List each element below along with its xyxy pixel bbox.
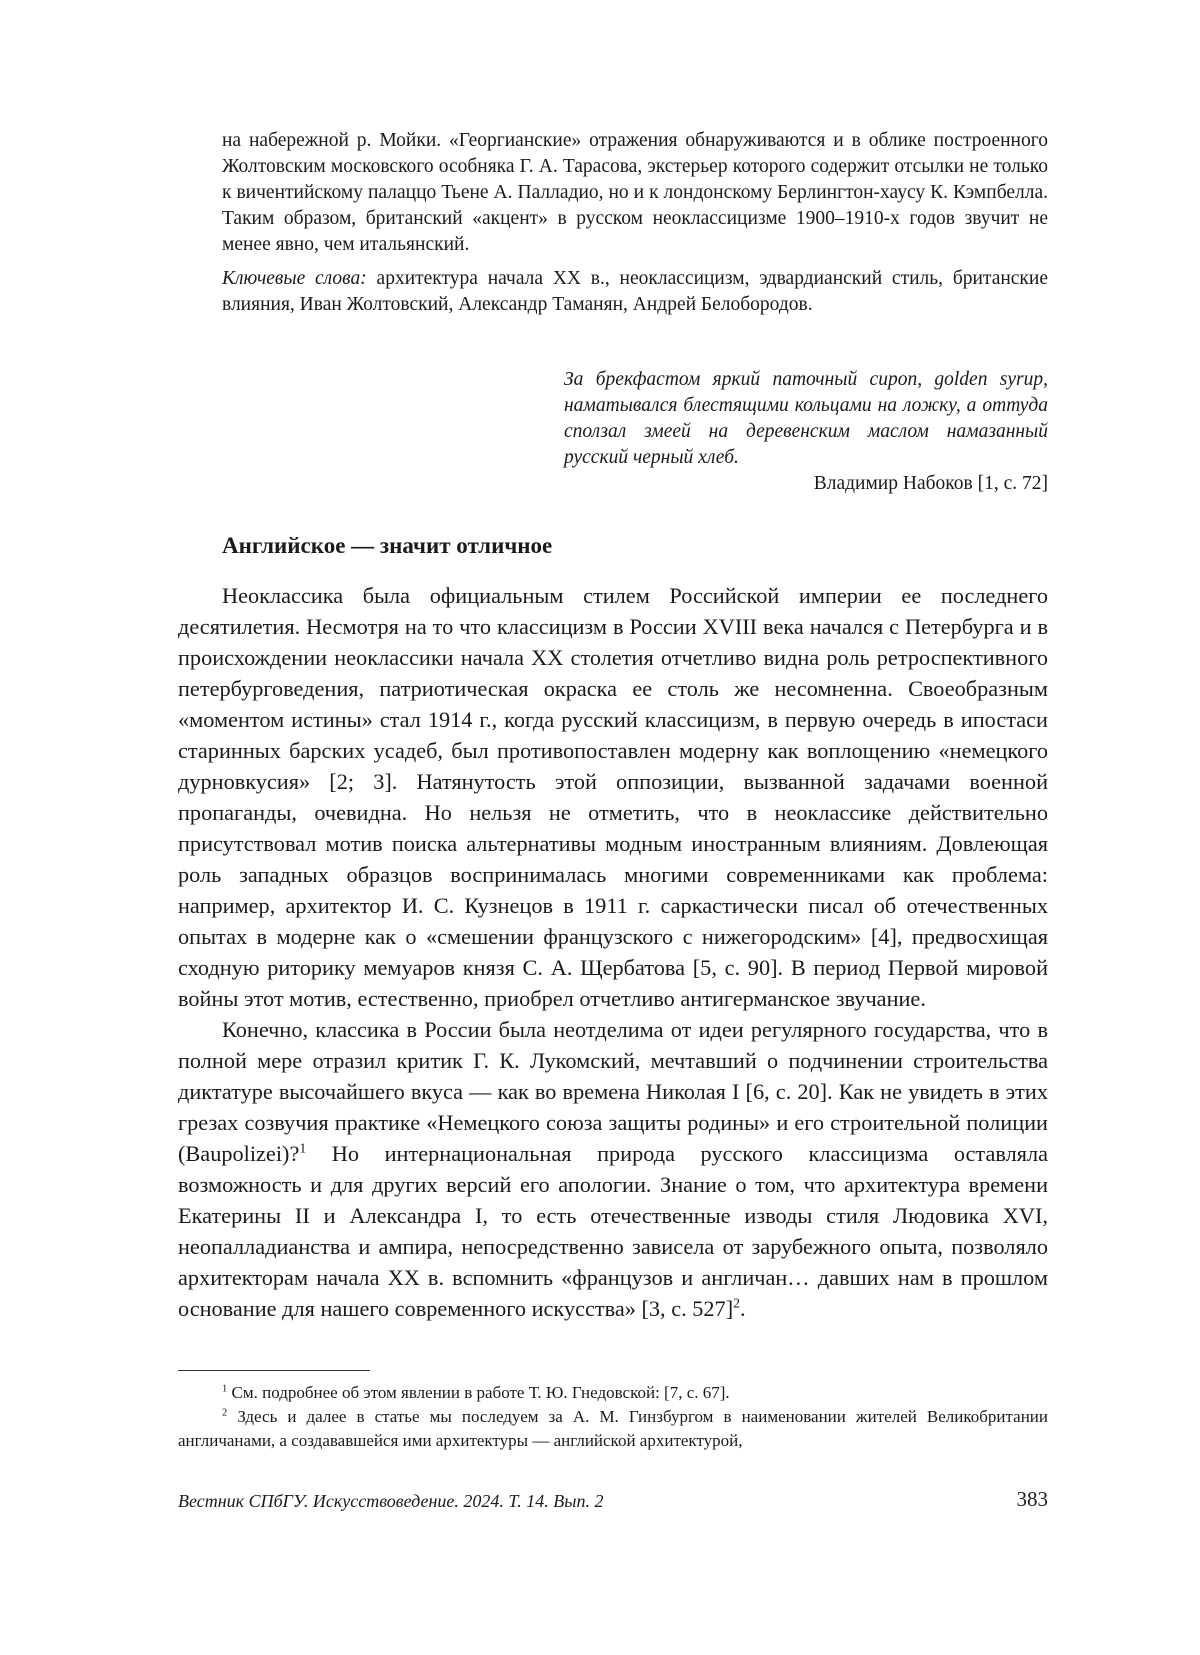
footnote-1-mark: 1: [222, 1383, 228, 1395]
footnote-2: [178, 1405, 1048, 1453]
journal-footer: Вестник СПбГУ. Искусствоведение. 2024. Т. 14. Вып. 2: [178, 1491, 604, 1511]
keywords-text: архитектура начала ХХ в., неоклассицизм, эдвардианский стиль, британские влияния, Иван Жолтовский, Александр Таманян, Андрей Белобородов.: [222, 268, 1048, 315]
footnotes: [178, 1381, 1048, 1453]
epigraph-text: За брекфастом яркий паточный сироп, golden syrup, наматывался блестящими кольцами на ложку, а оттуда сползал змеей на деревенским маслом намазанный русский черный хлеб.: [564, 369, 1048, 468]
page-number: 383: [1016, 1487, 1048, 1511]
footnote-2-text: Здесь и далее в статье мы последуем за А. М. Гинзбургом в наименовании жителей Великобритании англичанами, а создававшейся ими архитектуры — английской архитектурой,: [178, 1407, 1048, 1450]
keywords: [222, 266, 1048, 318]
epigraph-author: Владимир Набоков [1, с. 72]: [813, 473, 1048, 494]
footnote-2-mark: 2: [222, 1407, 228, 1419]
epigraph: [564, 367, 1048, 497]
body-paragraph-2-end: .: [740, 1296, 746, 1321]
abstract-continuation: на набережной р. Мойки. «Георгианские» отражения обнаруживаются и в облике построенного Жолтовским московского особняка Г. А. Тарасова, экстерьер которого содержит отсылки не только к вичентийскому палаццо Тьене А. Палладио, но и к лондонскому Берлингтон-хаусу К. Кэмпбелла. Таким образом, британский «акцент» в русском неоклассицизме 1900–1910-х годов звучит не менее явно, чем итальянский.: [222, 130, 1048, 255]
footnote-ref-1[interactable]: 1: [299, 1140, 307, 1156]
footnote-ref-2[interactable]: 2: [733, 1295, 741, 1311]
body-paragraph-1: Неоклассика была официальным стилем Российской империи ее последнего десятилетия. Несмотря на то что классицизм в России XVIII века начался с Петербурга и в происхождении неоклассики начала ХХ столетия отчетливо видна роль ретроспективного петербурговедения, патриотическая окраска ее столь же несомненна. Своеобразным «моментом истины» стал 1914 г., когда русский классицизм, в первую очередь в ипостаси старинных барских усадеб, был противопоставлен модерну как воплощению «немецкого дурновкусия» [2; 3]. Натянутость этой оппозиции, вызванной задачами военной пропаганды, очевидна. Но нельзя не отметить, что в неоклассике действительно присутствовал мотив поиска альтернативы модным иностранным влияниям. Довлеющая роль западных образцов воспринималась многими современниками как проблема: например, архитектор И. С. Кузнецов в 1911 г. саркастически писал об отечественных опытах в модерне как о «смешении французского с нижегородским» [4], предвосхищая сходную риторику мемуаров князя С. А. Щербатова [5, с. 90]. В период Первой мировой войны этот мотив, естественно, приобрел отчетливо антигерманское звучание.: [178, 583, 1048, 1011]
footnote-1: [178, 1381, 1048, 1405]
section-heading: Английское — значит отличное: [222, 533, 553, 558]
body-paragraph-2-part-b: Но интернациональная природа русского классицизма оставляла возможность и для других версий его апологии. Знание о том, что архитектура времени Екатерины II и Александра I, то есть отечественные изводы стиля Людовика XVI, неопалладианства и ампира, непосредственно зависела от зарубежного опыта, позволяло архитекторам начала XX в. вспомнить «французов и англичан… давших нам в прошлом основание для нашего современного искусства» [3, с. 527]: [178, 1141, 1048, 1321]
body-paragraph-2-part-a: Конечно, классика в России была неотделима от идеи регулярного государства, что в полной мере отразил критик Г. К. Лукомский, мечтавший о подчинении строительства диктатуре высочайшего вкуса — как во времена Николая I [6, с. 20]. Как не увидеть в этих грезах созвучия практике «Немецкого союза защиты родины» и его строительной полиции (Baupolizei)?: [178, 1017, 1048, 1166]
footnote-divider: [178, 1370, 370, 1371]
footnote-1-text: См. подробнее об этом явлении в работе Т. Ю. Гнедовской: [7, с. 67].: [227, 1383, 730, 1402]
keywords-label: Ключевые слова:: [222, 268, 367, 289]
abstract-block: [222, 128, 1048, 326]
body-paragraph-2: [178, 1014, 1048, 1324]
body-text: [178, 580, 1048, 1324]
